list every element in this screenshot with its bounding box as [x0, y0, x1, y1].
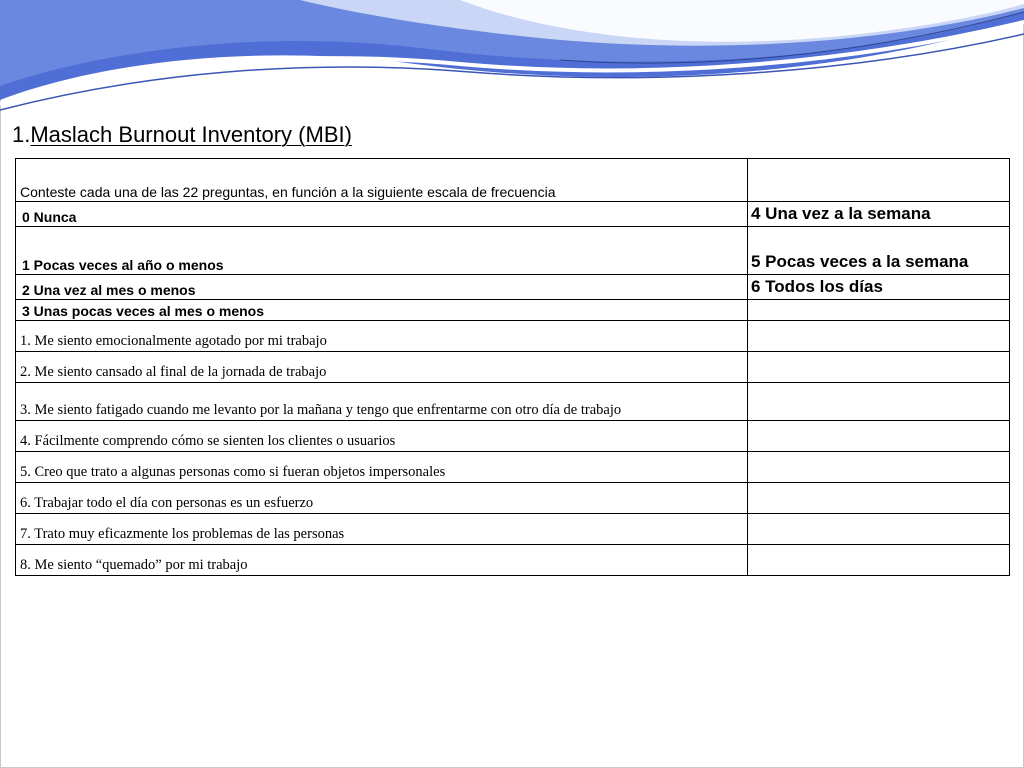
- title-number: 1.: [12, 122, 31, 147]
- question-row: [16, 321, 1010, 352]
- title-text: Maslach Burnout Inventory (MBI): [30, 122, 352, 147]
- answer-cell-1[interactable]: [748, 321, 1010, 352]
- scale-row: [16, 275, 1010, 300]
- question-3: 3. Me siento fatigado cuando me levanto por la mañana y tengo que enfrentarme con otro día de trabajo: [16, 383, 748, 421]
- question-2: 2. Me siento cansado al final de la jornada de trabajo: [16, 352, 748, 383]
- question-row: [16, 545, 1010, 576]
- answer-cell-7[interactable]: [748, 514, 1010, 545]
- question-4: 4. Fácilmente comprendo cómo se sienten los clientes o usuarios: [16, 421, 748, 452]
- question-7: 7. Trato muy eficazmente los problemas de las personas: [16, 514, 748, 545]
- scale-option-0: 0 Nunca: [16, 202, 748, 227]
- answer-cell-2[interactable]: [748, 352, 1010, 383]
- question-row: [16, 421, 1010, 452]
- scale-option-1: 1 Pocas veces al año o menos: [16, 227, 748, 275]
- instructions-text: Conteste cada una de las 22 preguntas, en función a la siguiente escala de frecuencia: [16, 159, 748, 202]
- scale-option-3: 3 Unas pocas veces al mes o menos: [16, 300, 748, 321]
- question-6: 6. Trabajar todo el día con personas es un esfuerzo: [16, 483, 748, 514]
- question-row: [16, 483, 1010, 514]
- answer-cell-8[interactable]: [748, 545, 1010, 576]
- decorative-banner: [0, 0, 1024, 120]
- scale-option-6: 6 Todos los días: [748, 275, 1010, 300]
- question-row: [16, 514, 1010, 545]
- answer-cell[interactable]: [748, 159, 1010, 202]
- scale-row: [16, 300, 1010, 321]
- scale-option-5: 5 Pocas veces a la semana: [748, 227, 1010, 275]
- survey-table: [15, 158, 1010, 576]
- question-1: 1. Me siento emocionalmente agotado por mi trabajo: [16, 321, 748, 352]
- question-8: 8. Me siento “quemado” por mi trabajo: [16, 545, 748, 576]
- scale-row: [16, 227, 1010, 275]
- question-row: [16, 383, 1010, 421]
- instructions-row: [16, 159, 1010, 202]
- answer-cell-3[interactable]: [748, 383, 1010, 421]
- answer-cell-4[interactable]: [748, 421, 1010, 452]
- answer-cell-5[interactable]: [748, 452, 1010, 483]
- scale-option-2: 2 Una vez al mes o menos: [16, 275, 748, 300]
- slide-title: [12, 120, 352, 150]
- scale-empty-cell: [748, 300, 1010, 321]
- question-row: [16, 452, 1010, 483]
- question-5: 5. Creo que trato a algunas personas como si fueran objetos impersonales: [16, 452, 748, 483]
- scale-option-4: 4 Una vez a la semana: [748, 202, 1010, 227]
- scale-row: [16, 202, 1010, 227]
- question-row: [16, 352, 1010, 383]
- answer-cell-6[interactable]: [748, 483, 1010, 514]
